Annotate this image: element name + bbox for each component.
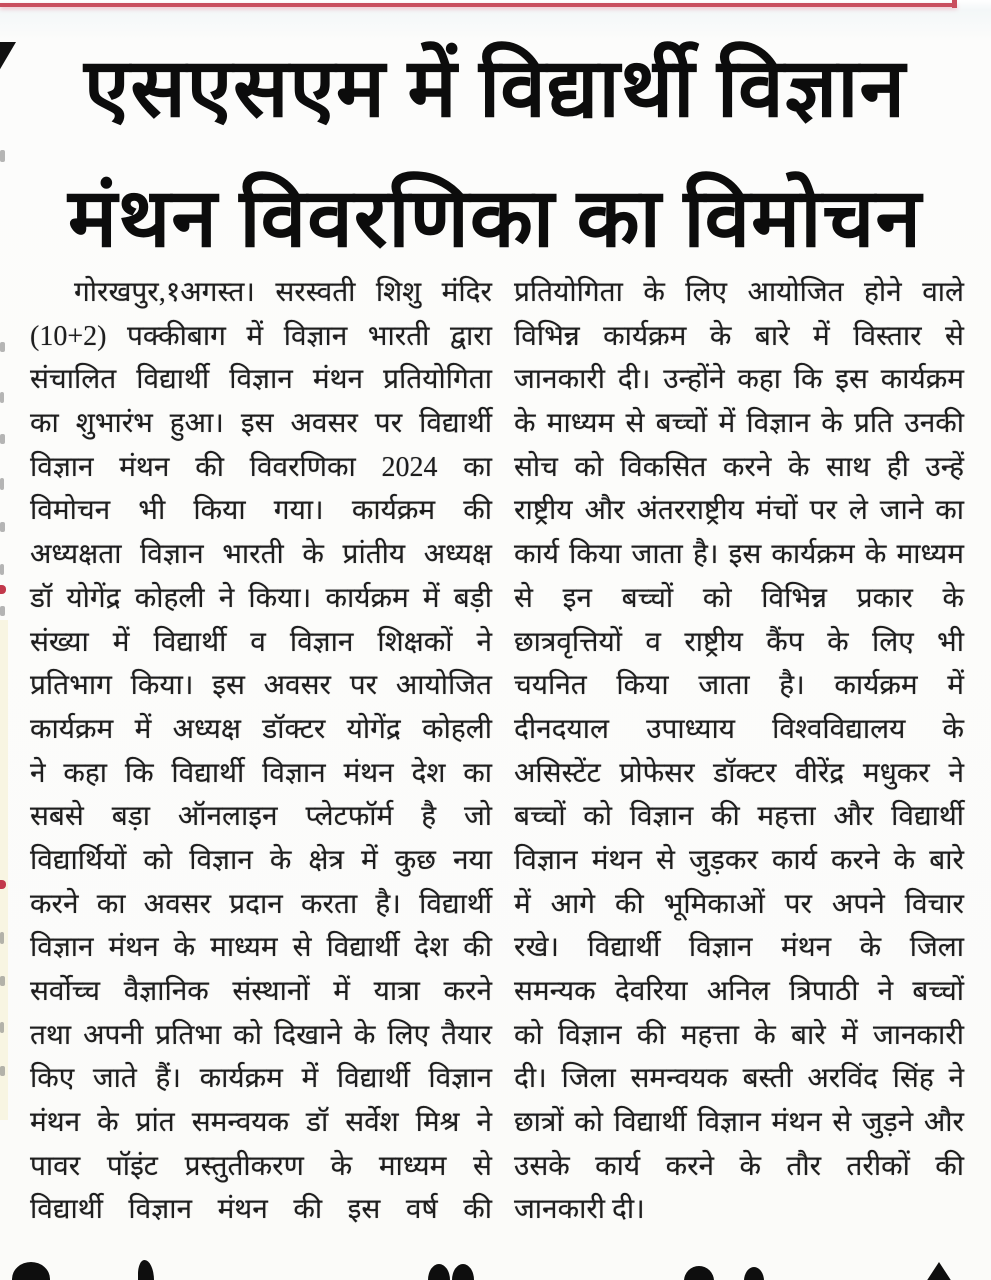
body-line: मंथन के प्रांत समन्वयक डॉ सर्वेश मिश्र ने — [30, 1107, 492, 1139]
body-line: तथा अपनी प्रतिभा को दिखाने के लिए तैयार — [30, 1019, 492, 1051]
headline-line-2: मंथन विवरणिका का विमोचन — [67, 173, 923, 264]
edge-fragment — [0, 564, 4, 575]
body-line: विज्ञान मंथन के माध्यम से विद्यार्थी देश की — [30, 932, 492, 964]
body-line: सर्वोच्च वैज्ञानिक संस्थानों में यात्रा करने — [30, 976, 492, 1007]
body-line: प्रतिभाग किया। इस अवसर पर आयोजित — [30, 670, 492, 702]
body-line: (10+2) पक्कीबाग में विज्ञान भारती द्वारा — [30, 320, 492, 352]
body-line: छात्रवृत्तियों व राष्ट्रीय कैंप के लिए भी — [514, 626, 964, 658]
body-line: दीनदयाल उपाध्याय विश्वविद्यालय के — [514, 713, 964, 745]
body-line: प्रतियोगिता के लिए आयोजित होने वाले — [514, 277, 964, 308]
body-line: ने कहा कि विद्यार्थी विज्ञान मंथन देश का — [30, 757, 492, 789]
edge-cutoff-glyph — [0, 42, 16, 76]
edge-red-mark — [0, 585, 6, 594]
cutoff-headline-fragment — [12, 1262, 50, 1280]
cutoff-headline-fragment — [684, 1266, 714, 1280]
body-line: छात्रों को विद्यार्थी विज्ञान मंथन से जुड़ने और — [514, 1107, 964, 1139]
edge-fragment — [0, 522, 5, 532]
body-line: के माध्यम से बच्चों में विज्ञान के प्रति उनकी — [514, 408, 964, 440]
edge-fragment — [0, 342, 5, 352]
article-column-left — [30, 271, 492, 1232]
body-line: समन्यक देवरिया अनिल त्रिपाठी ने बच्चों — [514, 976, 964, 1007]
article-headline — [28, 24, 962, 284]
body-line: बच्चों को विज्ञान की महत्ता और विद्यार्थी — [514, 801, 964, 833]
body-line: अध्यक्षता विज्ञान भारती के प्रांतीय अध्यक्ष — [30, 539, 492, 571]
body-line: संचालित विद्यार्थी विज्ञान मंथन प्रतियोगिता — [30, 364, 492, 396]
body-line: सबसे बड़ा ऑनलाइन प्लेटफॉर्म है जो — [30, 801, 492, 833]
cutoff-headline-fragment — [138, 1260, 154, 1280]
body-line: उसके कार्य करने के तौर तरीकों की — [514, 1150, 964, 1182]
edge-fragment — [0, 976, 5, 986]
edge-fragment — [0, 1022, 4, 1033]
body-line: पावर पॉइंट प्रस्तुतीकरण के माध्यम से — [30, 1150, 492, 1182]
edge-fragment — [0, 150, 5, 162]
body-line: गोरखपुर,१अगस्त। सरस्वती शिशु मंदिर — [74, 277, 492, 308]
article-column-right — [514, 271, 964, 1232]
body-line: विद्यार्थी विज्ञान मंथन की इस वर्ष की — [30, 1194, 492, 1226]
edge-fragment — [0, 392, 4, 403]
body-line: का शुभारंभ हुआ। इस अवसर पर विद्यार्थी — [30, 408, 492, 440]
cutoff-headline-fragment — [452, 1264, 474, 1280]
body-line: कार्य किया जाता है। इस कार्यक्रम के माध्यम — [514, 539, 964, 571]
body-line: चयनित किया जाता है। कार्यक्रम में — [514, 670, 964, 702]
body-line: को विज्ञान की महत्ता के बारे में जानकारी — [514, 1019, 964, 1051]
body-line: रखे। विद्यार्थी विज्ञान मंथन के जिला — [514, 932, 964, 964]
top-red-rule — [0, 3, 957, 7]
edge-fragment — [0, 932, 4, 944]
body-line: करने का अवसर प्रदान करता है। विद्यार्थी — [30, 888, 492, 920]
body-line: डॉ योगेंद्र कोहली ने किया। कार्यक्रम में बड़ी — [30, 582, 492, 614]
body-line: में आगे की भूमिकाओं पर अपने विचार — [514, 888, 964, 920]
body-line: सोच को विकसित करने के साथ ही उन्हें — [514, 451, 964, 483]
body-line: जानकारी दी। उन्होंने कहा कि इस कार्यक्रम — [514, 364, 964, 396]
edge-fragment — [0, 434, 5, 444]
top-red-rule-corner — [952, 0, 957, 8]
edge-fragment — [0, 606, 5, 616]
body-line: जानकारी दी। — [514, 1194, 645, 1226]
body-line: विज्ञान मंथन की विवरणिका 2024 का — [30, 451, 492, 483]
body-line: विमोचन भी किया गया। कार्यक्रम की — [30, 495, 492, 527]
body-line: दी। जिला समन्वयक बस्ती अरविंद सिंह ने — [514, 1063, 964, 1095]
cutoff-headline-fragment — [922, 1262, 956, 1280]
edge-fragment — [0, 1066, 5, 1076]
edge-paper-tint — [0, 620, 8, 1120]
body-line: किए जाते हैं। कार्यक्रम में विद्यार्थी विज्ञान — [30, 1063, 492, 1095]
headline-line-1: एसएसएम में विद्यार्थी विज्ञान — [84, 43, 906, 134]
body-line: विज्ञान मंथन से जुड़कर कार्य करने के बारे — [514, 844, 964, 876]
body-line: विद्यार्थियों को विज्ञान के क्षेत्र में कुछ नया — [30, 844, 492, 876]
body-line: असिस्टेंट प्रोफेसर डॉक्टर वीरेंद्र मधुकर ने — [514, 757, 964, 789]
body-line: से इन बच्चों को विभिन्न प्रकार के — [514, 582, 964, 614]
cutoff-headline-fragment — [744, 1267, 764, 1280]
body-line: विभिन्न कार्यक्रम के बारे में विस्तार से — [514, 320, 964, 352]
body-line: राष्ट्रीय और अंतरराष्ट्रीय मंचों पर ले जाने का — [514, 495, 964, 527]
cutoff-headline-fragment — [428, 1264, 450, 1280]
body-line: संख्या में विद्यार्थी व विज्ञान शिक्षकों ने — [30, 626, 492, 658]
body-line: कार्यक्रम में अध्यक्ष डॉक्टर योगेंद्र कोहली — [30, 713, 492, 745]
edge-fragment — [0, 478, 4, 490]
